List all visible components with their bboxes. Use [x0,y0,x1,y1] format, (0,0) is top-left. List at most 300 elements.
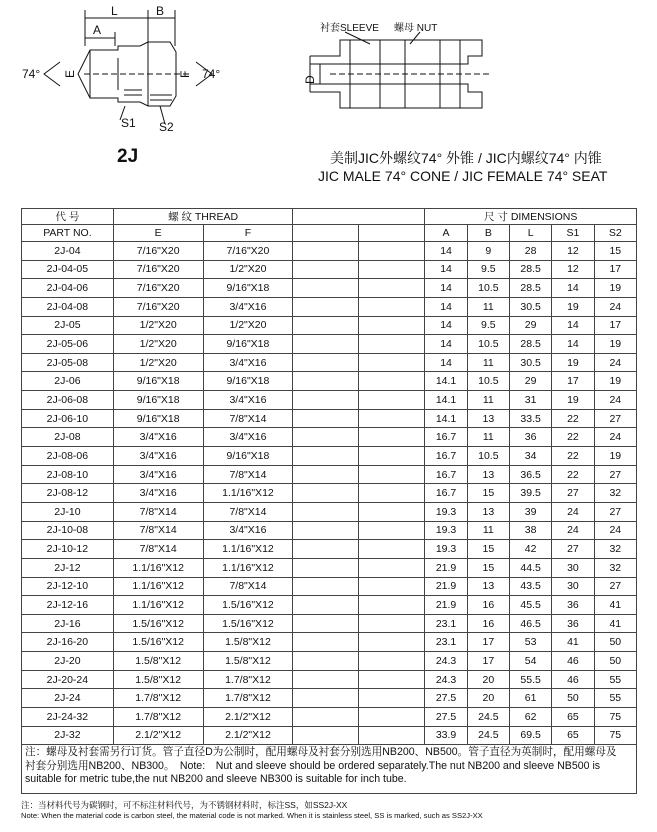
header-row-2 [22,225,637,242]
cell-thread-f: 2.1/2"X12 [203,708,293,727]
cell-dim-a: 23.1 [425,633,467,652]
table-row [22,428,637,447]
cell-blank [359,428,425,447]
table-row [22,670,637,689]
cell-dim-s1: 12 [552,242,594,261]
cell-blank [359,652,425,671]
cell-thread-f: 9/16"X18 [203,372,293,391]
cell-dim-b: 13 [467,502,509,521]
cell-dim-a: 27.5 [425,708,467,727]
cell-dim-b: 10.5 [467,372,509,391]
cell-part-no: 2J-04-08 [22,297,114,316]
cell-dim-a: 14 [425,335,467,354]
cell-part-no: 2J-12 [22,558,114,577]
table-row [22,372,637,391]
cell-dim-s1: 22 [552,409,594,428]
cell-dim-b: 11 [467,521,509,540]
title-english: JIC MALE 74° CONE / JIC FEMALE 74° SEAT [318,168,608,184]
cell-thread-e: 1.5/16"X12 [113,614,203,633]
cell-dim-b: 10.5 [467,447,509,466]
table-row [22,502,637,521]
cell-blank [359,614,425,633]
cell-part-no: 2J-16 [22,614,114,633]
cell-thread-e: 1.5/8"X12 [113,652,203,671]
cell-blank [359,391,425,410]
cell-thread-e: 9/16"X18 [113,391,203,410]
table-row [22,447,637,466]
spec-table [21,208,637,745]
cell-thread-f: 1.1/16"X12 [203,558,293,577]
table-row [22,558,637,577]
cell-dim-s2: 41 [594,596,636,615]
cell-blank [359,596,425,615]
cell-dim-l: 42 [509,540,551,559]
cell-dim-l: 28.5 [509,335,551,354]
cell-blank [293,726,359,745]
cell-dim-l: 36.5 [509,465,551,484]
cell-thread-f: 3/4"X16 [203,297,293,316]
cell-dim-l: 30.5 [509,353,551,372]
cell-part-no: 2J-24 [22,689,114,708]
cell-blank [359,708,425,727]
cell-thread-f: 1.7/8"X12 [203,689,293,708]
cell-dim-l: 39 [509,502,551,521]
cell-blank [293,335,359,354]
cell-blank [293,521,359,540]
cell-blank [359,465,425,484]
cell-blank [359,447,425,466]
cell-dim-s1: 41 [552,633,594,652]
cell-blank [293,353,359,372]
model-number: 2J [117,146,139,167]
cell-thread-e: 7/16"X20 [113,279,203,298]
header-code-cn: 代 号 [22,209,114,225]
cell-dim-l: 31 [509,391,551,410]
cell-thread-f: 1.1/16"X12 [203,540,293,559]
header-thread: 螺 纹 THREAD [113,209,293,225]
header-code-en: PART NO. [22,225,114,242]
cell-thread-e: 7/8"X14 [113,540,203,559]
cell-dim-s2: 27 [594,409,636,428]
table-row [22,652,637,671]
header-dimensions: 尺 寸 DIMENSIONS [425,209,637,225]
cell-thread-f: 1.1/16"X12 [203,484,293,503]
cell-blank [293,428,359,447]
cell-part-no: 2J-20-24 [22,670,114,689]
cell-dim-s2: 27 [594,577,636,596]
cell-dim-b: 15 [467,484,509,503]
cell-dim-b: 17 [467,652,509,671]
cell-dim-a: 21.9 [425,577,467,596]
cell-thread-e: 1.1/16"X12 [113,558,203,577]
cell-thread-e: 1.7/8"X12 [113,689,203,708]
cell-thread-f: 9/16"X18 [203,447,293,466]
header-blank-2 [359,225,425,242]
cell-part-no: 2J-05-08 [22,353,114,372]
header-b: B [467,225,509,242]
dim-f-label: F [178,70,192,78]
cell-dim-s1: 27 [552,484,594,503]
cell-dim-a: 33.9 [425,726,467,745]
cell-dim-s2: 27 [594,465,636,484]
table-row [22,614,637,633]
cell-blank [359,521,425,540]
cell-dim-a: 14.1 [425,372,467,391]
cell-dim-b: 11 [467,353,509,372]
cell-dim-s2: 19 [594,447,636,466]
cell-blank [359,577,425,596]
cell-thread-e: 7/8"X14 [113,502,203,521]
cell-part-no: 2J-12-16 [22,596,114,615]
cell-thread-e: 2.1/2"X12 [113,726,203,745]
cell-thread-e: 1.1/16"X12 [113,577,203,596]
cell-dim-l: 30.5 [509,297,551,316]
cell-thread-e: 9/16"X18 [113,372,203,391]
cell-thread-f: 9/16"X18 [203,335,293,354]
cell-dim-b: 16 [467,614,509,633]
cell-blank [359,689,425,708]
cell-dim-l: 62 [509,708,551,727]
cell-part-no: 2J-08-10 [22,465,114,484]
cell-dim-s2: 24 [594,521,636,540]
cell-thread-e: 1.7/8"X12 [113,708,203,727]
cell-blank [293,633,359,652]
cell-thread-e: 1.1/16"X12 [113,596,203,615]
dim-d-label: D [303,75,317,84]
cell-dim-s2: 32 [594,540,636,559]
cell-blank [293,502,359,521]
cell-dim-b: 20 [467,689,509,708]
cell-dim-l: 29 [509,316,551,335]
cell-dim-s1: 19 [552,297,594,316]
cell-blank [293,614,359,633]
cell-dim-s1: 46 [552,652,594,671]
table-row [22,391,637,410]
header-a: A [425,225,467,242]
cell-blank [293,558,359,577]
title-chinese: 美制JIC外螺纹74° 外锥 / JIC内螺纹74° 内锥 [330,150,602,166]
cell-dim-l: 28 [509,242,551,261]
cell-blank [359,558,425,577]
cell-blank [293,484,359,503]
table-row [22,726,637,745]
cell-dim-s1: 19 [552,391,594,410]
cell-blank [293,540,359,559]
table-row [22,484,637,503]
cell-dim-a: 19.3 [425,521,467,540]
cell-blank [359,260,425,279]
footer-note-en: Note: When the material code is carbon steel, the material code is not marked. When it is stainless steel, SS is marked, such as SS2J-XX [21,811,483,820]
cell-part-no: 2J-08-12 [22,484,114,503]
cell-thread-f: 3/4"X16 [203,428,293,447]
cell-thread-f: 1.5/16"X12 [203,596,293,615]
dim-s1-label: S1 [121,116,136,130]
cell-dim-b: 10.5 [467,335,509,354]
dim-a-label: A [93,23,102,37]
cell-dim-l: 36 [509,428,551,447]
cell-thread-e: 7/16"X20 [113,297,203,316]
cell-dim-l: 44.5 [509,558,551,577]
cell-dim-s1: 27 [552,540,594,559]
cell-dim-l: 46.5 [509,614,551,633]
cell-dim-s1: 12 [552,260,594,279]
cell-dim-s2: 19 [594,335,636,354]
cell-dim-a: 14.1 [425,409,467,428]
cell-dim-l: 29 [509,372,551,391]
cell-thread-e: 1/2"X20 [113,335,203,354]
cell-dim-s1: 14 [552,279,594,298]
cell-thread-f: 2.1/2"X12 [203,726,293,745]
dim-l-label: L [111,4,118,18]
cell-thread-e: 7/8"X14 [113,521,203,540]
cell-part-no: 2J-20 [22,652,114,671]
cell-part-no: 2J-06-08 [22,391,114,410]
cell-dim-s1: 19 [552,353,594,372]
cell-dim-l: 33.5 [509,409,551,428]
cell-dim-s2: 55 [594,689,636,708]
cell-dim-s1: 24 [552,502,594,521]
cell-dim-b: 11 [467,297,509,316]
cell-dim-l: 61 [509,689,551,708]
cell-dim-a: 16.7 [425,447,467,466]
header-blank [293,209,425,225]
cell-dim-a: 14 [425,260,467,279]
cell-dim-s1: 46 [552,670,594,689]
cell-blank [293,670,359,689]
cell-thread-e: 7/16"X20 [113,260,203,279]
cell-dim-s1: 22 [552,428,594,447]
cell-dim-s2: 27 [594,502,636,521]
table-row [22,521,637,540]
cell-dim-s1: 50 [552,689,594,708]
table-row [22,689,637,708]
cell-dim-s2: 15 [594,242,636,261]
cell-dim-l: 55.5 [509,670,551,689]
cell-thread-e: 1/2"X20 [113,353,203,372]
cell-dim-l: 28.5 [509,279,551,298]
cell-thread-e: 3/4"X16 [113,447,203,466]
cell-dim-a: 14 [425,279,467,298]
cell-dim-a: 21.9 [425,558,467,577]
cell-blank [359,316,425,335]
cell-part-no: 2J-05-06 [22,335,114,354]
cell-part-no: 2J-04-05 [22,260,114,279]
cell-blank [359,484,425,503]
cell-dim-a: 24.3 [425,652,467,671]
cell-dim-b: 13 [467,465,509,484]
cell-blank [293,297,359,316]
cell-dim-s2: 24 [594,428,636,447]
dim-e-label: E [63,69,77,78]
cell-blank [359,297,425,316]
cell-dim-s2: 75 [594,708,636,727]
cell-thread-f: 7/8"X14 [203,502,293,521]
cell-dim-b: 11 [467,428,509,447]
cell-dim-s2: 50 [594,633,636,652]
header-blank-1 [293,225,359,242]
cell-dim-s2: 19 [594,372,636,391]
cell-dim-s1: 22 [552,465,594,484]
note-line-1: 注：螺母及衬套需另行订货。管子直径D为公制时，配用螺母及衬套分别选用NB200、NB500。管子直径为英制时，配用螺母及 [25,746,617,758]
cell-dim-l: 53 [509,633,551,652]
cell-dim-a: 14.1 [425,391,467,410]
cell-thread-f: 1.5/16"X12 [203,614,293,633]
cell-dim-s1: 24 [552,521,594,540]
cell-dim-s1: 65 [552,708,594,727]
cell-dim-a: 14 [425,297,467,316]
cell-thread-e: 7/16"X20 [113,242,203,261]
cell-blank [359,409,425,428]
table-row [22,409,637,428]
cell-blank [359,726,425,745]
cell-thread-f: 9/16"X18 [203,279,293,298]
cell-dim-b: 9 [467,242,509,261]
cell-dim-s2: 32 [594,558,636,577]
cell-blank [359,279,425,298]
header-row-1 [22,209,637,225]
cell-dim-a: 14 [425,353,467,372]
cell-blank [293,391,359,410]
table-row [22,335,637,354]
cell-dim-l: 69.5 [509,726,551,745]
cell-dim-l: 38 [509,521,551,540]
cell-dim-b: 9.5 [467,316,509,335]
header-s2: S2 [594,225,636,242]
cell-blank [293,652,359,671]
cell-part-no: 2J-10-12 [22,540,114,559]
cell-dim-s1: 14 [552,335,594,354]
cell-dim-l: 43.5 [509,577,551,596]
cell-dim-a: 27.5 [425,689,467,708]
cell-dim-s2: 32 [594,484,636,503]
cell-dim-s1: 30 [552,577,594,596]
cell-dim-s1: 30 [552,558,594,577]
cell-dim-s1: 36 [552,596,594,615]
footer-note-cn: 注：当材料代号为碳钢时，可不标注材料代号，为不锈钢材料时，标注SS，如SS2J-XX [21,800,348,810]
cell-thread-f: 3/4"X16 [203,521,293,540]
table-row [22,297,637,316]
cell-blank [359,372,425,391]
cell-dim-s2: 17 [594,260,636,279]
cell-dim-b: 17 [467,633,509,652]
table-row [22,260,637,279]
cell-thread-f: 7/16"X20 [203,242,293,261]
header-l: L [509,225,551,242]
cell-part-no: 2J-24-32 [22,708,114,727]
cell-thread-e: 3/4"X16 [113,484,203,503]
cell-dim-b: 15 [467,540,509,559]
cell-dim-s2: 24 [594,353,636,372]
cell-dim-a: 19.3 [425,540,467,559]
cell-dim-a: 16.7 [425,465,467,484]
cell-dim-a: 14 [425,242,467,261]
cell-blank [293,316,359,335]
cell-blank [293,279,359,298]
cell-blank [293,577,359,596]
nut-label: 螺母 NUT [394,23,438,34]
cell-dim-b: 24.5 [467,726,509,745]
cell-thread-f: 7/8"X14 [203,409,293,428]
note-line-3: suitable for metric tube,the nut NB200 and sleeve NB300 is suitable for inch tube. [25,773,407,785]
cell-dim-s2: 19 [594,279,636,298]
header-e: E [113,225,203,242]
cell-thread-f: 7/8"X14 [203,577,293,596]
cell-part-no: 2J-32 [22,726,114,745]
cell-part-no: 2J-16-20 [22,633,114,652]
cell-dim-a: 19.3 [425,502,467,521]
angle-right-label: 74° [202,67,221,81]
cell-dim-s1: 36 [552,614,594,633]
cell-thread-e: 1/2"X20 [113,316,203,335]
table-row [22,316,637,335]
cell-dim-a: 21.9 [425,596,467,615]
cell-blank [359,335,425,354]
order-note [21,744,637,794]
cell-thread-e: 1.5/8"X12 [113,670,203,689]
cell-part-no: 2J-10-08 [22,521,114,540]
cell-part-no: 2J-04 [22,242,114,261]
table-row [22,633,637,652]
table-row [22,708,637,727]
cell-dim-l: 54 [509,652,551,671]
cell-dim-s2: 75 [594,726,636,745]
cell-dim-b: 13 [467,577,509,596]
cell-thread-e: 3/4"X16 [113,428,203,447]
cell-blank [359,353,425,372]
cell-blank [293,465,359,484]
cell-dim-s2: 24 [594,391,636,410]
cell-dim-l: 34 [509,447,551,466]
cell-thread-f: 3/4"X16 [203,353,293,372]
cell-blank [293,409,359,428]
cell-dim-a: 16.7 [425,484,467,503]
cell-dim-b: 13 [467,409,509,428]
cell-dim-l: 28.5 [509,260,551,279]
cell-blank [293,596,359,615]
header-f: F [203,225,293,242]
cell-blank [359,670,425,689]
cell-part-no: 2J-06-10 [22,409,114,428]
cell-thread-e: 1.5/16"X12 [113,633,203,652]
cell-dim-s2: 55 [594,670,636,689]
cell-dim-b: 9.5 [467,260,509,279]
dim-s2-label: S2 [159,120,174,134]
cell-dim-l: 45.5 [509,596,551,615]
cell-part-no: 2J-08-06 [22,447,114,466]
cell-dim-b: 24.5 [467,708,509,727]
cell-blank [293,708,359,727]
cell-dim-l: 39.5 [509,484,551,503]
table-row [22,577,637,596]
cell-dim-a: 24.3 [425,670,467,689]
cell-thread-f: 1.5/8"X12 [203,633,293,652]
cell-part-no: 2J-05 [22,316,114,335]
cell-thread-e: 3/4"X16 [113,465,203,484]
table-row [22,279,637,298]
cell-dim-a: 14 [425,316,467,335]
sleeve-label: 衬套SLEEVE [320,23,379,34]
angle-left-label: 74° [22,67,41,81]
cell-dim-b: 16 [467,596,509,615]
cell-dim-s1: 17 [552,372,594,391]
cell-part-no: 2J-04-06 [22,279,114,298]
cell-blank [359,502,425,521]
cell-blank [359,633,425,652]
cell-dim-a: 23.1 [425,614,467,633]
cell-dim-b: 10.5 [467,279,509,298]
cell-part-no: 2J-08 [22,428,114,447]
cell-dim-b: 15 [467,558,509,577]
